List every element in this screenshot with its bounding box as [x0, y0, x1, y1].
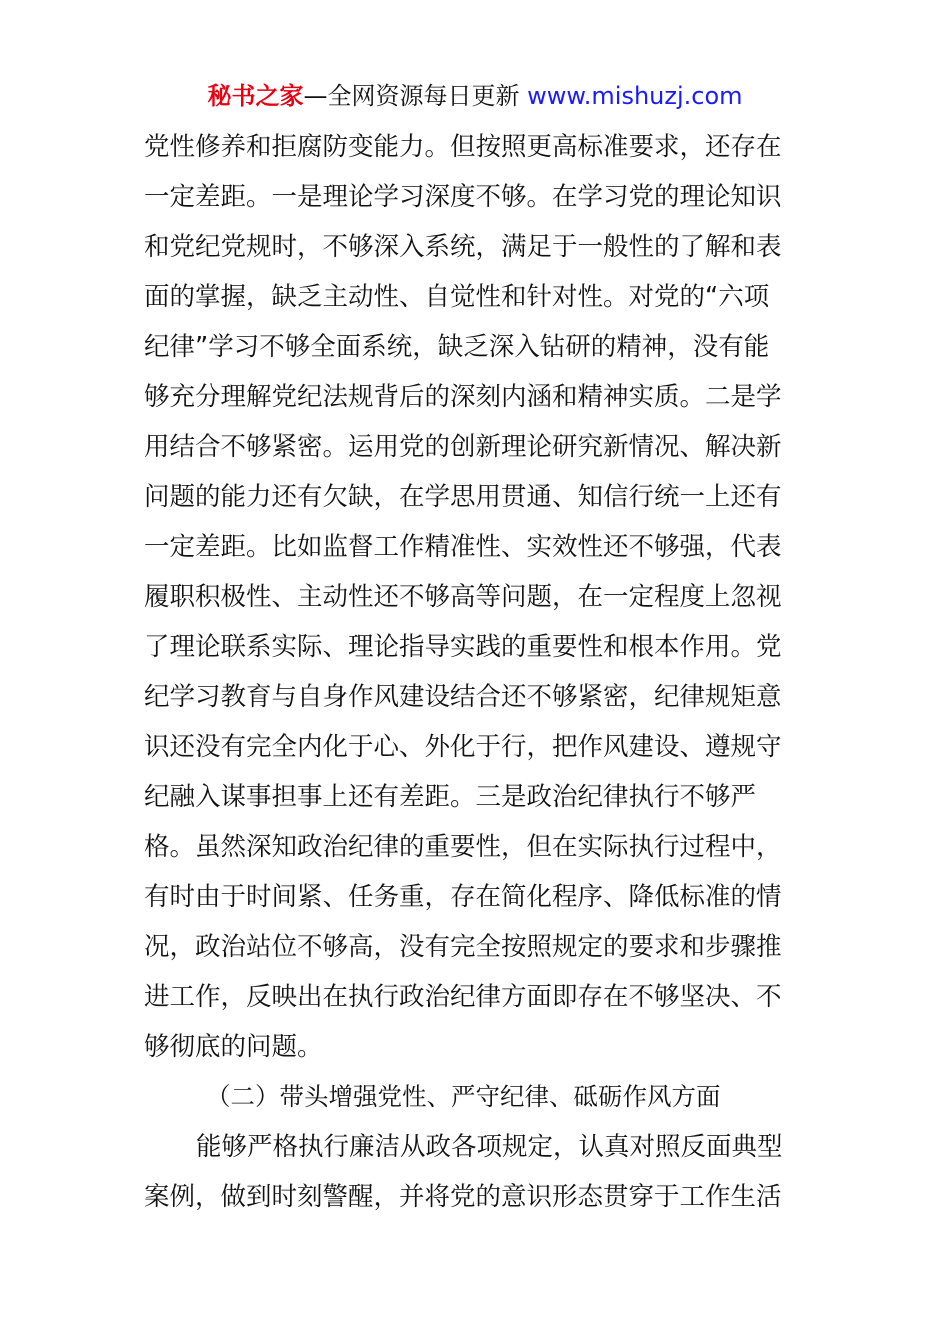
paragraph-line: 能够严格执行廉洁从政各项规定，认真对照反面典型 [196, 1132, 783, 1162]
body-line: 问题的能力还有欠缺，在学思用贯通、知信行统一上还有 [144, 482, 782, 512]
body-line: 党性修养和拒腐防变能力。但按照更高标准要求，还存在 [144, 132, 782, 162]
body-line: 纪律”学习不够全面系统，缺乏深入钻研的精神，没有能 [144, 332, 770, 362]
header-tagline: —全网资源每日更新 [303, 82, 520, 110]
body-line: 一定差距。比如监督工作精准性、实效性还不够强，代表 [144, 532, 782, 562]
body-line: 纪融入谋事担事上还有差距。三是政治纪律执行不够严 [144, 782, 757, 812]
body-line: 进工作，反映出在执行政治纪律方面即存在不够坚决、不 [144, 982, 782, 1012]
body-line: 有时由于时间紧、任务重，存在简化程序、降低标准的情 [144, 882, 782, 912]
body-line: 识还没有完全内化于心、外化于行，把作风建设、遵规守 [144, 732, 782, 762]
body-line: 一定差距。一是理论学习深度不够。在学习党的理论知识 [144, 182, 782, 212]
site-url-link[interactable]: www.mishuzj.com [527, 82, 743, 110]
document-body [144, 122, 794, 1222]
paragraph-line: 案例，做到时刻警醒，并将党的意识形态贯穿于工作生活 [144, 1182, 782, 1212]
brand-name: 秘书之家 [207, 82, 304, 110]
body-line: 况，政治站位不够高，没有完全按照规定的要求和步骤推 [144, 932, 782, 962]
body-line: 和党纪党规时，不够深入系统，满足于一般性的了解和表 [144, 232, 782, 262]
body-line: 够彻底的问题。 [144, 1032, 323, 1062]
body-line: 用结合不够紧密。运用党的创新理论研究新情况、解决新 [144, 432, 782, 462]
body-line: 够充分理解党纪法规背后的深刻内涵和精神实质。二是学 [144, 382, 782, 412]
body-line: 纪学习教育与自身作风建设结合还不够紧密，纪律规矩意 [144, 682, 782, 712]
body-line: 履职积极性、主动性还不够高等问题，在一定程度上忽视 [144, 582, 782, 612]
section-heading: （二）带头增强党性、严守纪律、砥砺作风方面 [206, 1082, 721, 1111]
site-header [0, 78, 950, 114]
body-line: 格。虽然深知政治纪律的重要性，但在实际执行过程中， [144, 832, 782, 862]
body-line: 面的掌握，缺乏主动性、自觉性和针对性。对党的“六项 [144, 282, 770, 312]
body-line: 了理论联系实际、理论指导实践的重要性和根本作用。党 [144, 632, 782, 662]
